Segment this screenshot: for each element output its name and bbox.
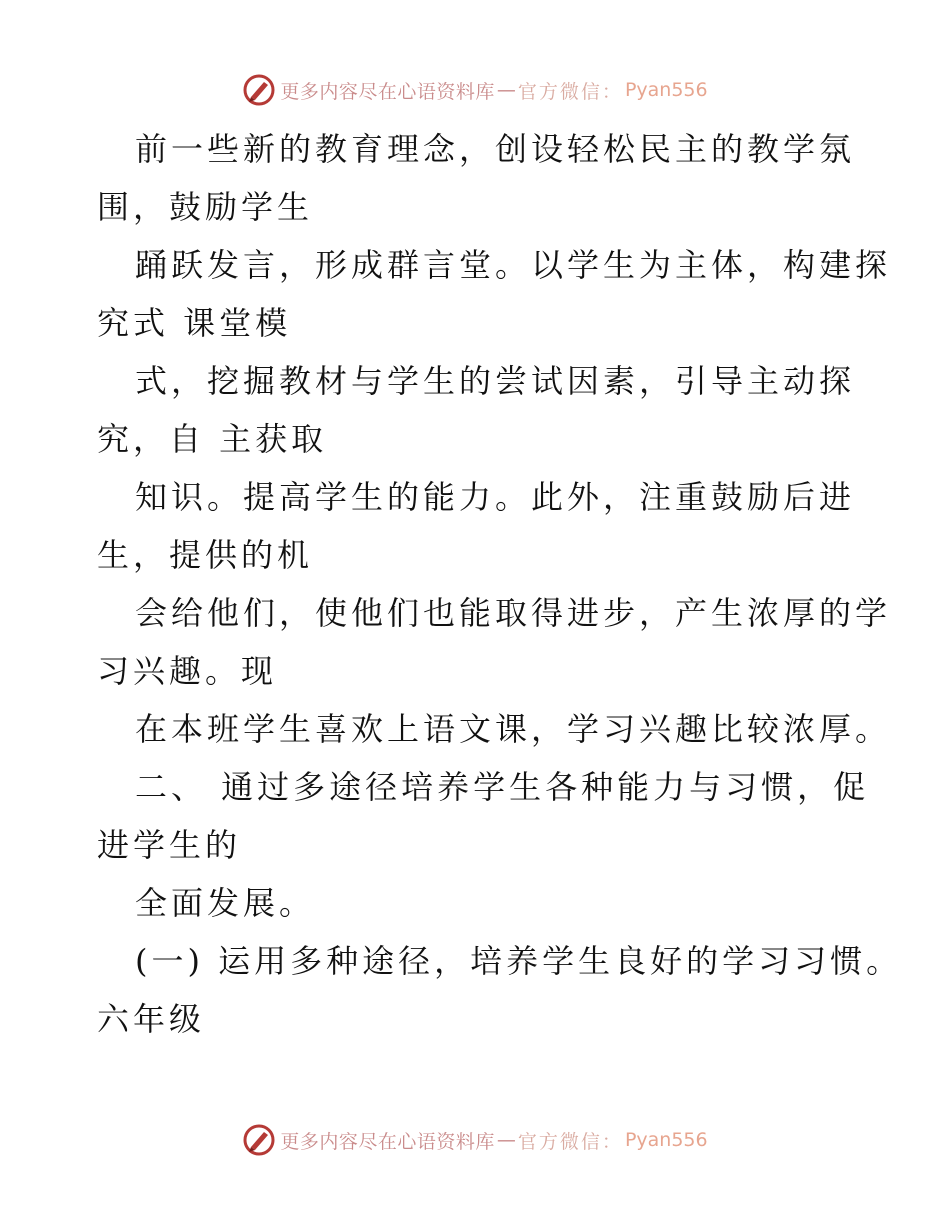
- text-line: 踊跃发言，形成群言堂。以学生为主体，构建探: [135, 246, 892, 284]
- footer-banner: [0, 1120, 950, 1160]
- text-line: 二、 通过多途径培养学生各种能力与习惯，促: [135, 768, 870, 806]
- document-body: [97, 120, 903, 1048]
- pen-logo-icon: [242, 1123, 276, 1157]
- text-line: 进学生的: [97, 826, 242, 864]
- text-line: 围，鼓励学生: [97, 188, 314, 226]
- text-line: 会给他们，使他们也能取得进步，产生浓厚的学: [135, 594, 892, 632]
- banner-dash: —: [496, 1129, 516, 1151]
- banner-wechat-id: Pyan556: [624, 1129, 708, 1151]
- header-banner: [0, 70, 950, 110]
- banner-wechat-label: 官方微信：: [517, 80, 623, 103]
- text-line: 究，自 主获取: [97, 420, 328, 458]
- text-line: 生，提供的机: [97, 536, 314, 574]
- text-line: 式，挖掘教材与学生的尝试因素，引导主动探: [135, 362, 856, 400]
- text-line: 习兴趣。现: [97, 652, 278, 690]
- text-line: (一) 运用多种途径，培养学生良好的学习习惯。: [135, 942, 903, 980]
- banner-dash: —: [496, 79, 516, 101]
- pen-logo-icon: [242, 73, 276, 107]
- banner-wechat-label: 官方微信：: [517, 1130, 623, 1153]
- banner-main-text: 更多内容尽在心语资料库: [280, 1130, 495, 1153]
- text-line: 前一些新的教育理念，创设轻松民主的教学氛: [135, 130, 856, 168]
- text-line: 究式 课堂模: [97, 304, 292, 342]
- text-line: 在本班学生喜欢上语文课，学习兴趣比较浓厚。: [135, 710, 892, 748]
- banner-main-text: 更多内容尽在心语资料库: [280, 80, 495, 103]
- text-line: 六年级: [97, 1000, 206, 1038]
- text-line: 全面发展。: [135, 884, 316, 922]
- text-line: 知识。提高学生的能力。此外，注重鼓励后进: [135, 478, 856, 516]
- banner-wechat-id: Pyan556: [624, 79, 708, 101]
